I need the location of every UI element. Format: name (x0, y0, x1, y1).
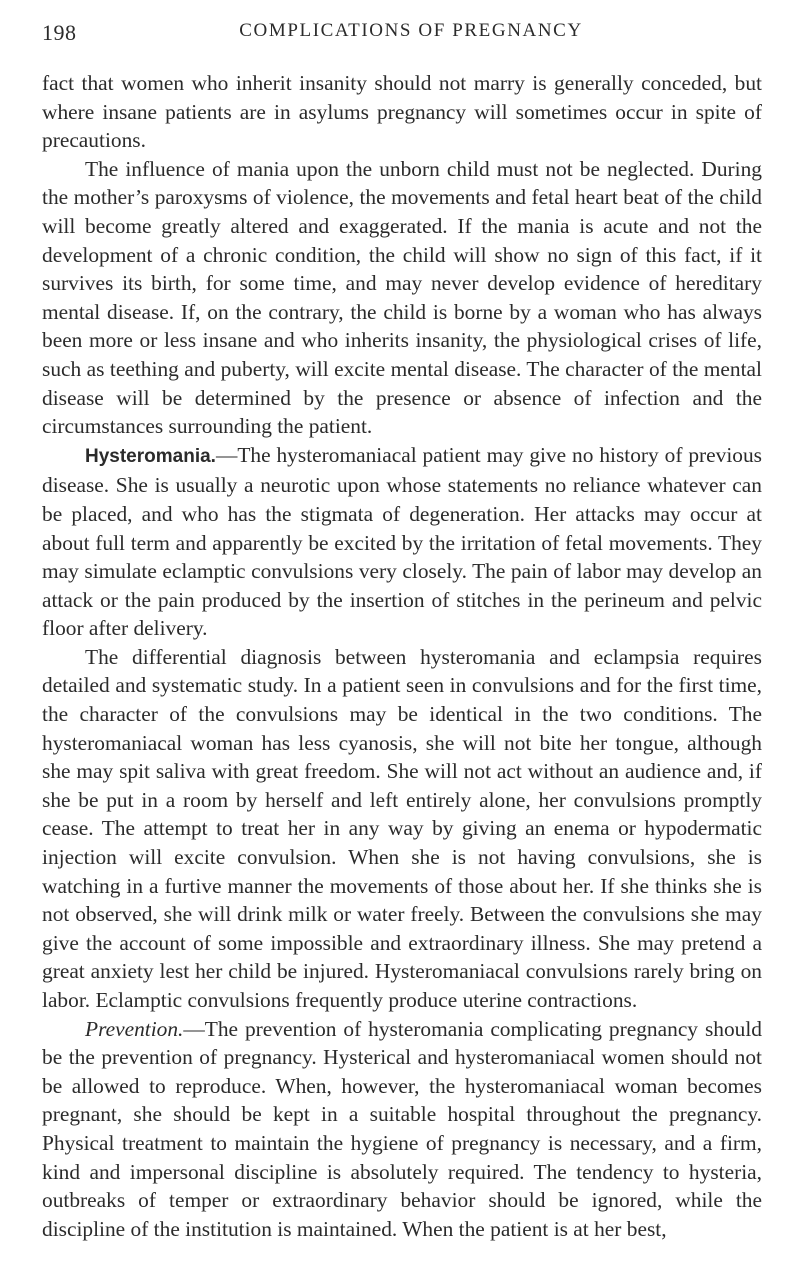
paragraph-text: —The prevention of hysteromania complicating pregnancy should be the prevention of pregnancy. Hysterical and hysteromaniacal women should not be allowed to reproduce. When, however, the hysteromaniacal woman becomes pregnant, she should be kept in a suitable hospital throughout the pregnancy. Physical treatment to maintain the hygiene of pregnancy is necessary, and a firm, kind and impersonal discipline is absolutely required. The tendency to hysteria, outbreaks of temper or extraordinary behavior should be ignored, while the discipline of the institution is maintained. When the patient is at her best, (42, 1016, 762, 1241)
paragraph-differential-diagnosis (42, 643, 762, 1015)
page-header (42, 20, 760, 54)
paragraph-text: fact that women who inherit insanity should not marry is generally conceded, but where insane patients are in asylums pregnancy will sometimes occur in spite of precautions. (42, 71, 762, 153)
paragraph-text: The influence of mania upon the unborn child must not be neglected. During the mother’s paroxysms of violence, the movements and fetal heart beat of the child will become greatly altered and exaggerated. If the mania is acute and not the development of a chronic condition, the child will show no sign of this fact, if it survives its birth, for some time, and may never develop evidence of hereditary mental disease. If, on the contrary, the child is borne by a woman who has always been more or less insane and who inherits insanity, the physiological crises of life, such as teething and puberty, will excite mental disease. The character of the mental disease will be determined by the presence or absence of infection and the circumstances surrounding the patient. (42, 156, 762, 439)
paragraph-continuation (42, 69, 762, 155)
section-heading-hysteromania: Hysteromania. (85, 445, 216, 467)
paragraph-hysteromania (42, 441, 762, 643)
page-number: 198 (42, 20, 77, 45)
paragraph-mania-influence (42, 155, 762, 441)
running-head: COMPLICATIONS OF PREGNANCY (239, 20, 583, 41)
body-text (42, 69, 762, 1243)
paragraph-prevention (42, 1015, 762, 1244)
paragraph-text: —The hysteromaniacal patient may give no history of previous disease. She is usually a neurotic upon whose statements no reliance whatever can be placed, and who has the stigmata of degeneration. Her attacks may occur at about full term and apparently be excited by the irritation of fetal movements. They may simulate eclamptic convulsions very closely. The pain of labor may develop an attack or the pain produced by the insertion of stitches in the perineum and pelvic floor after delivery. (42, 442, 762, 641)
paragraph-text: The differential diagnosis between hysteromania and eclampsia requires detailed and systematic study. In a patient seen in convulsions and for the first time, the character of the convulsions may be identical in the two conditions. The hysteromaniacal woman has less cyanosis, she will not bite her tongue, although she may spit saliva with great freedom. She will not act without an audience and, if she be put in a room by herself and left entirely alone, her convulsions promptly cease. The attempt to treat her in any way by giving an enema or hypodermatic injection will excite convulsion. When she is not having convulsions, she is watching in a furtive manner the movements of those about her. If she thinks she is not observed, she will drink milk or water freely. Between the convulsions she may give the account of some impossible and extraordinary illness. She may pretend a great anxiety lest her child be injured. Hysteromaniacal convulsions rarely bring on labor. Eclamptic convulsions frequently produce uterine contractions. (42, 644, 762, 1012)
section-heading-prevention: Prevention. (85, 1016, 184, 1041)
